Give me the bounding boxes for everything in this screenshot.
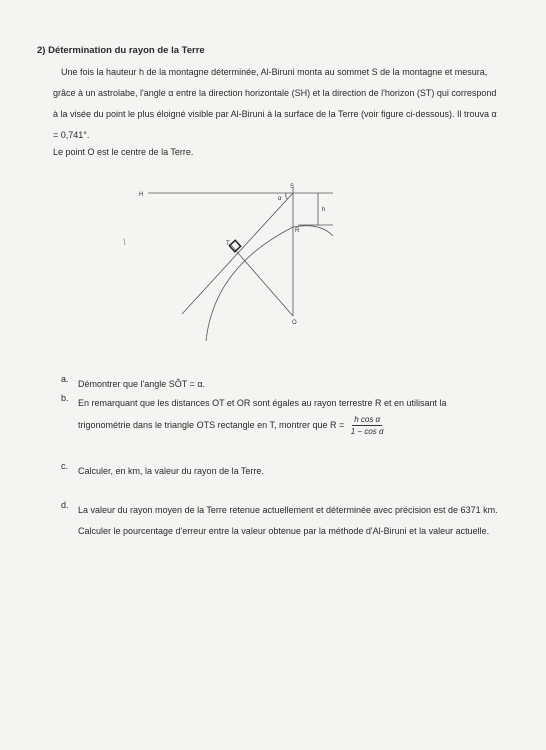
label-h-height: h: [322, 207, 326, 213]
line-ot: [231, 245, 293, 316]
question-c-text: Calculer, en km, la valeur du rayon de la Terre.: [78, 466, 264, 476]
question-d-text: La valeur du rayon moyen de la Terre retenue actuellement et déterminée avec précision est de 6371 km. Calculer le pourcentage d'erreur entre la valeur obtenue par la méthode d'Al-Biruni et la valeur actuelle.: [78, 505, 498, 536]
question-b-text: En remarquant que les distances OT et OR sont égales au rayon terrestre R et en utilisant la trigonométrie dans le triangle OTS rectangle en T, montrer que R =: [78, 398, 447, 430]
section-heading: 2) Détermination du rayon de la Terre: [37, 45, 205, 56]
question-c-label: c.: [61, 461, 69, 471]
label-o: O: [292, 320, 297, 326]
question-a-text: Démontrer que l'angle SÔT = α.: [78, 379, 206, 389]
question-d-label: d.: [61, 500, 69, 510]
line-st: [182, 193, 293, 314]
center-note: Le point O est le centre de la Terre.: [53, 147, 194, 157]
formula-numerator: h cos α: [354, 415, 381, 424]
question-b-label: b.: [61, 393, 69, 403]
label-s: S: [290, 184, 295, 190]
formula-denominator: 1 − cos α: [350, 427, 384, 436]
question-a-label: a.: [61, 374, 69, 384]
label-h-point: H: [139, 192, 144, 198]
label-r: R: [295, 228, 300, 234]
alpha-arc: [286, 193, 288, 199]
label-alpha: α: [278, 196, 282, 202]
label-t: T: [226, 241, 230, 247]
intro-paragraph: Une fois la hauteur h de la montagne déterminée, Al-Biruni monta au sommet S de la montagne et mesura, grâce à un astrolabe, l'angle α entre la direction horizontale (SH) et la direction de l'horizon (ST) qui correspond à la visée du point le plus éloigné visible par Al-Biruni à la surface de la Terre (voir figure ci-dessous). Il trouva α = 0,741°.: [53, 67, 497, 140]
radius-formula: [349, 414, 386, 437]
